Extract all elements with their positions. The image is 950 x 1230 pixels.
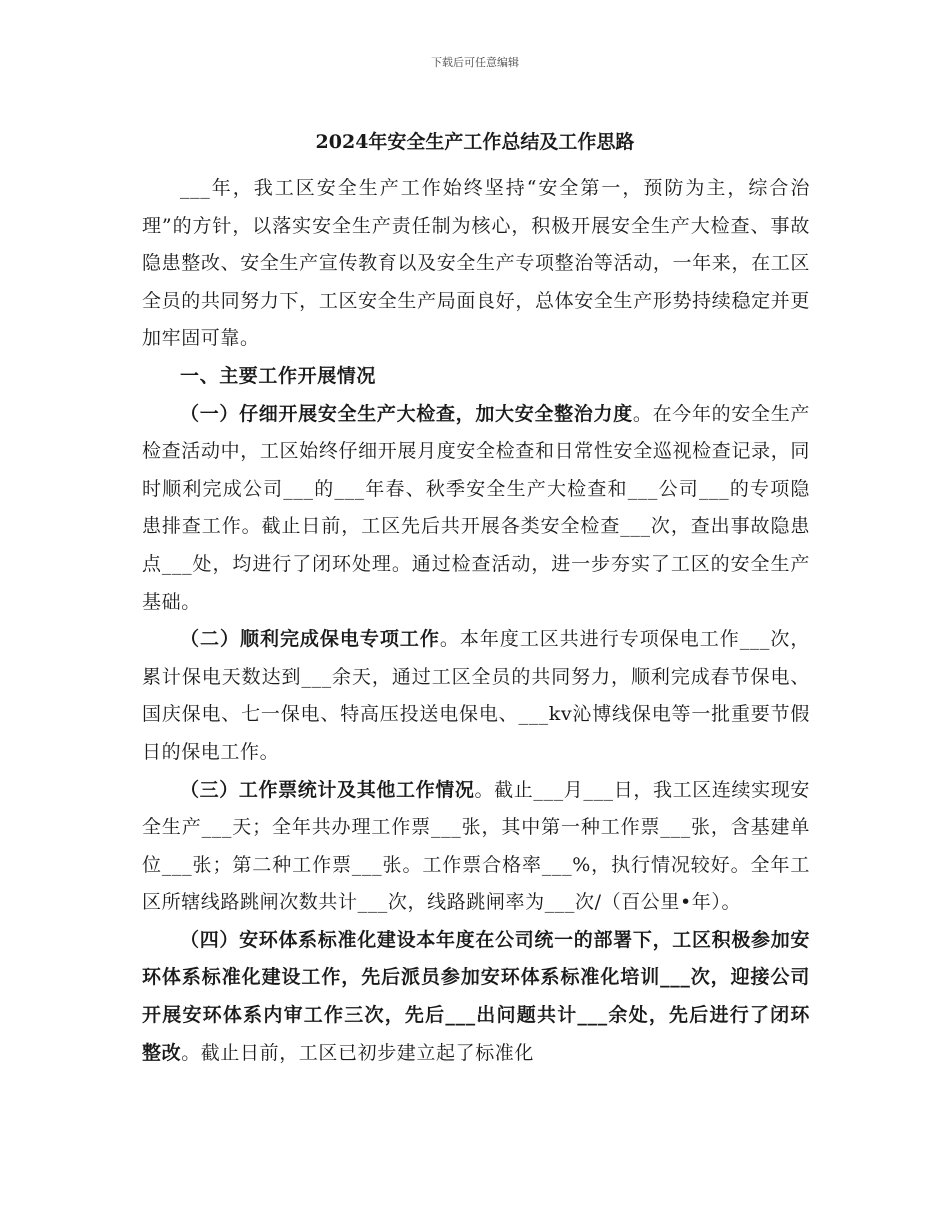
paragraph-3-text: 。截止___月___日，我工区连续实现安全生产___天；全年共办理工作票___张，其中第一种工作票___张，含基建单位___张；第二种工作票___张。工作票合格率___%，执行情况较好。全年工区所辖线路跳闸次数共计___次，线路跳闸率为___次/（百公里•年）。 <box>142 778 810 914</box>
paragraph-3 <box>142 772 810 922</box>
paragraph-4 <box>142 922 810 1072</box>
document-body <box>142 170 810 1072</box>
section-heading: 一、主要工作开展情况 <box>180 364 377 387</box>
paragraph-1-lead: （一）仔细开展安全生产大检查，加大安全整治力度 <box>180 402 633 425</box>
document-title: 2024年安全生产工作总结及工作思路 <box>315 131 635 153</box>
paragraph-4-text: 。截止日前，工区已初步建立起了标准化 <box>181 1041 535 1064</box>
intro-paragraph: ___年，我工区安全生产工作始终坚持“安全第一，预防为主，综合治理”的方针，以落实安全生产责任制为核心，积极开展安全生产大检查、事故隐患整改、安全生产宣传教育以及安全生产专项整治等活动，一年来，在工区全员的共同努力下，工区安全生产局面良好，总体安全生产形势持续稳定并更加牢固可靠。 <box>142 177 810 350</box>
paragraph-1 <box>142 396 810 622</box>
header-note: 下载后可任意编辑 <box>431 56 519 69</box>
paragraph-2-lead: （二）顺利完成保电专项工作 <box>180 628 440 651</box>
paragraph-2 <box>142 621 810 771</box>
paragraph-1-text: 。在今年的安全生产检查活动中，工区始终仔细开展月度安全检查和日常性安全巡视检查记录，同时顺利完成公司___的___年春、秋季安全生产大检查和___公司___的专项隐患排查工作。截止日前，工区先后共开展各类安全检查___次，查出事故隐患点___处，均进行了闭环处理。通过检查活动，进一步夯实了工区的安全生产基础。 <box>142 402 810 613</box>
paragraph-2-text: 。本年度工区共进行专项保电工作___次，累计保电天数达到___余天，通过工区全员的共同努力，顺利完成春节保电、国庆保电、七一保电、特高压投送电保电、___kv沁博线保电等一批重要节假日的保电工作。 <box>142 628 810 763</box>
paragraph-4-lead: （四）安环体系标准化建设本年度在公司统一的部署下，工区积极参加安环体系标准化建设工作，先后派员参加安环体系标准化培训___次，迎接公司开展安环体系内审工作三次，先后___出问题共计___余处，先后进行了闭环整改 <box>142 928 810 1064</box>
paragraph-3-lead: （三）工作票统计及其他工作情况 <box>180 778 475 801</box>
